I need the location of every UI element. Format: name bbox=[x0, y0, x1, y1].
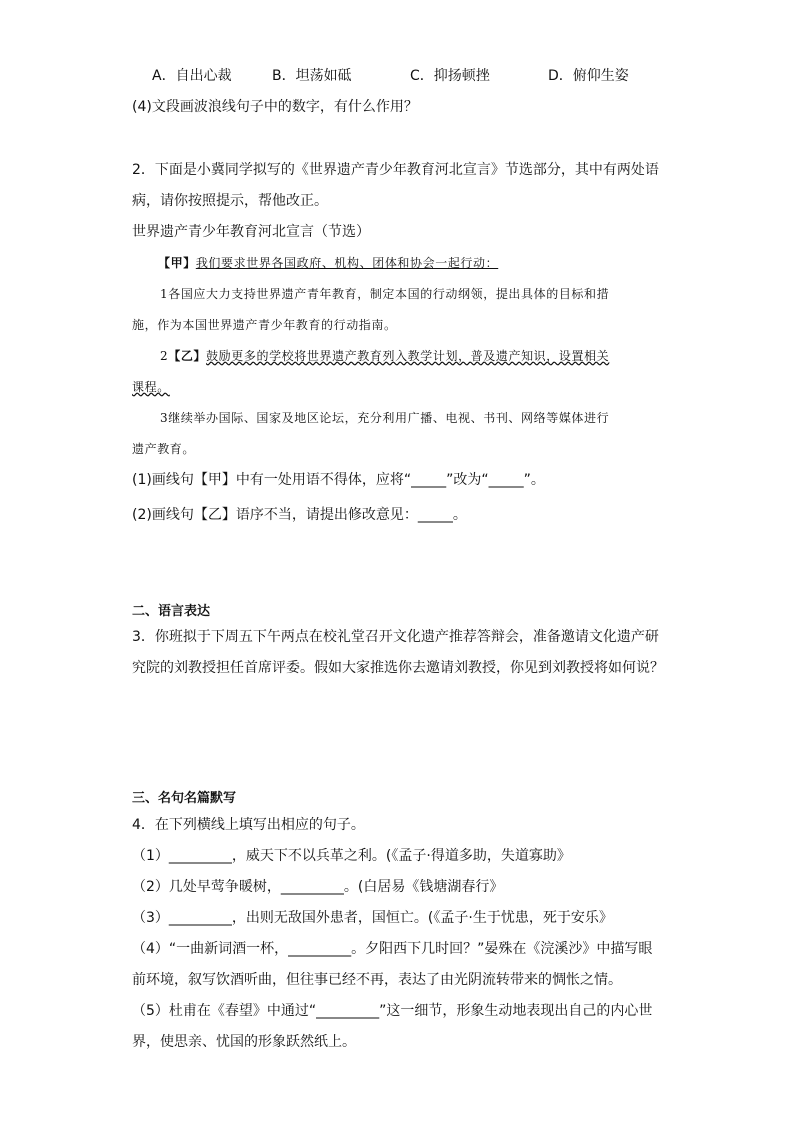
q2-stem-line-1: 2．下面是小冀同学拟写的《世界遗产青少年教育河北宣言》节选部分，其中有两处语 bbox=[132, 162, 659, 178]
q2-item-3-line-1: 3继续举办国际、国家及地区论坛，充分利用广播、电视、书刊、网络等媒体进行 bbox=[160, 411, 610, 425]
yi-tag: 【乙】 bbox=[168, 349, 207, 363]
option-b: B．坦荡如砥 bbox=[272, 68, 352, 84]
section-3-heading: 三、名句名篇默写 bbox=[132, 791, 237, 806]
q3-line-2: 究院的刘教授担任首席评委。假如大家推选你去邀请刘教授，你见到刘教授将如何说？ bbox=[132, 660, 664, 676]
q2-stem-line-2: 病，请你按照提示，帮他改正。 bbox=[132, 193, 328, 209]
q4-item-5-line-1: （5）杜甫在《春望》中通过“_________”这一细节，形象生动地表现出自己的内心世 bbox=[132, 1003, 653, 1019]
section-2-heading: 二、语言表达 bbox=[132, 604, 211, 619]
option-a: A．自出心裁 bbox=[152, 68, 232, 84]
q2-item-3-line-2: 遗产教育。 bbox=[132, 442, 196, 456]
q4-item-5-line-2: 界，使思亲、忧国的形象跃然纸上。 bbox=[132, 1034, 356, 1050]
jia-underlined-text: 我们要求世界各国政府、机构、团体和协会一起行动： bbox=[195, 256, 499, 270]
q3-line-1: 3．你班拟于下周五下午两点在校礼堂召开文化遗产推荐答辩会，准备邀请文化遗产研 bbox=[132, 629, 659, 645]
yi-underlined-text-end: 课程。 bbox=[132, 380, 170, 394]
option-c: C．抑扬顿挫 bbox=[410, 68, 490, 84]
q4-item-3: （3）_________，出则无敌国外患者，国恒亡。(《孟子·生于忧患，死于安乐》 bbox=[132, 910, 613, 926]
q4-item-1: （1）_________，威天下不以兵革之利。(《孟子·得道多助，失道寡助》 bbox=[132, 848, 571, 864]
q2-item-1-line-1: 1各国应大力支持世界遗产青年教育，制定本国的行动纲领，提出具体的目标和措 bbox=[160, 287, 610, 301]
q4-stem: 4．在下列横线上填写出相应的句子。 bbox=[132, 817, 365, 833]
q2-sub-question-1: (1)画线句【甲】中有一处用语不得体，应将“_____”改为“_____”。 bbox=[132, 472, 545, 488]
q2-item-1-line-2: 施，作为本国世界遗产青少年教育的行动指南。 bbox=[132, 318, 397, 332]
q4-item-4-line-1: （4）“一曲新词酒一杯，_________。夕阳西下几时回？”晏殊在《浣溪沙》中描写眼 bbox=[132, 941, 653, 957]
item-2-number: 2 bbox=[160, 349, 169, 363]
q2-item-2-line-1 bbox=[160, 346, 609, 366]
q4-item-4-line-2: 前环境，叙写饮酒听曲，但往事已经不再，表达了由光阴流转带来的惆怅之情。 bbox=[132, 972, 622, 988]
q2-document-title: 世界遗产青少年教育河北宣言（节选） bbox=[132, 224, 370, 240]
option-d: D．俯仰生姿 bbox=[548, 68, 629, 84]
q1-sub-question-4: (4)文段画波浪线句子中的数字，有什么作用？ bbox=[132, 99, 418, 115]
q2-item-2-line-2 bbox=[132, 377, 170, 397]
jia-tag: 【甲】 bbox=[158, 256, 196, 270]
q2-sub-question-2: (2)画线句【乙】语序不当，请提出修改意见：_____。 bbox=[132, 507, 467, 523]
q4-item-2: （2）几处早莺争暖树，_________。(白居易《钱塘湖春行》 bbox=[132, 879, 504, 895]
yi-underlined-text: 鼓励更多的学校将世界遗产教育列入教学计划，普及遗产知识，设置相关 bbox=[206, 349, 610, 363]
q2-sentence-jia bbox=[158, 253, 498, 273]
